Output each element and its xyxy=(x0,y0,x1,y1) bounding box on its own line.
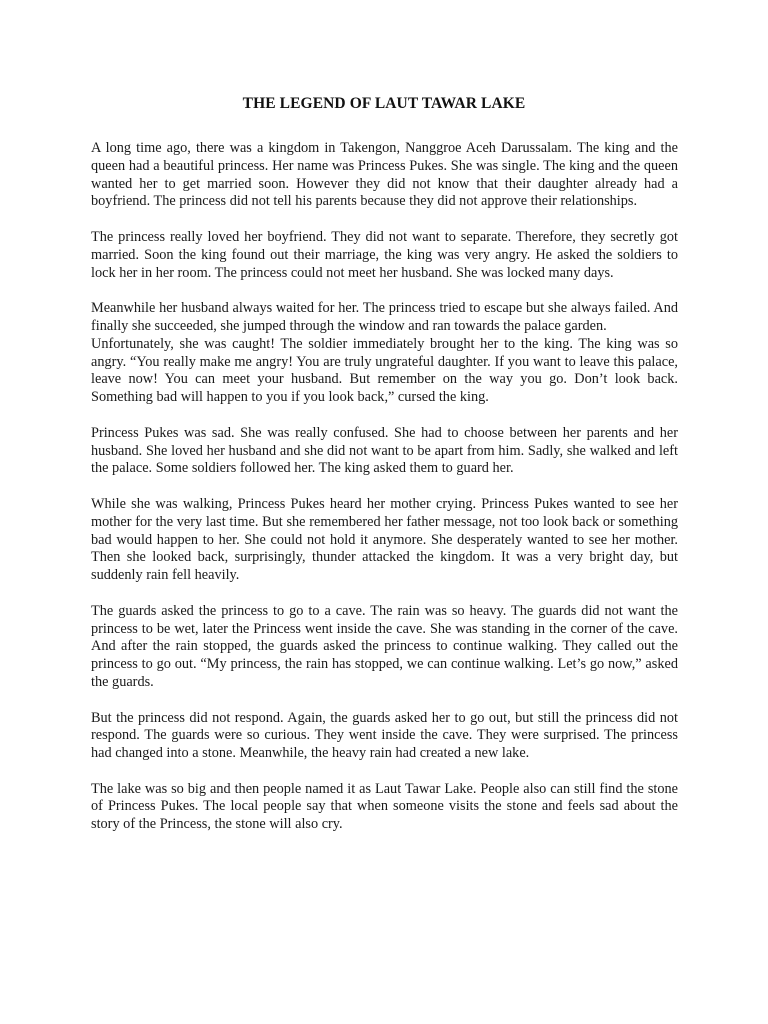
paragraph-7: The guards asked the princess to go to a cave. The rain was so heavy. The guards did not want the princess to be wet, later the Princess went inside the cave. She was standing in the corner of the cave. And after the rain stopped, the guards asked the princess to continue walking. They called out the princess to go out. “My princess, the rain has stopped, we can continue walking. Let’s go now,” asked the guards. xyxy=(91,602,678,690)
document-body xyxy=(91,140,678,852)
paragraph-2: The princess really loved her boyfriend. They did not want to separate. Therefore, they secretly got married. Soon the king found out their marriage, the king was very angry. He asked the soldiers to lock her in her room. The princess could not meet her husband. She was locked many days. xyxy=(91,228,678,281)
paragraph-3: Meanwhile her husband always waited for her. The princess tried to escape but she always failed. And finally she succeeded, she jumped through the window and ran towards the palace garden. xyxy=(91,300,678,334)
paragraph-4: Unfortunately, she was caught! The soldier immediately brought her to the king. The king was so angry. “You really make me angry! You are truly ungrateful daughter. If you want to leave this palace, leave now! You can meet your husband. But remember on the way you go. Don’t look back. Something bad will happen to you if you look back,” cursed the king. xyxy=(91,335,678,406)
document-title: THE LEGEND OF LAUT TAWAR LAKE xyxy=(242,95,526,112)
paragraph-8: But the princess did not respond. Again, the guards asked her to go out, but still the princess did not respond. The guards were so curious. They went inside the cave. They were surprised. The princess had changed into a stone. Meanwhile, the heavy rain had created a new lake. xyxy=(91,709,678,762)
paragraph-1: A long time ago, there was a kingdom in Takengon, Nanggroe Aceh Darussalam. The king and the queen had a beautiful princess. Her name was Princess Pukes. She was single. The king and the queen wanted her to get married soon. However they did not know that their daughter already had a boyfriend. The princess did not tell his parents because they did not approve their relationships. xyxy=(91,140,678,210)
paragraph-9: The lake was so big and then people named it as Laut Tawar Lake. People also can still find the stone of Princess Pukes. The local people say that when someone visits the stone and feels sad about the story of the Princess, the stone will also cry. xyxy=(91,780,678,833)
paragraph-6: While she was walking, Princess Pukes heard her mother crying. Princess Pukes wanted to see her mother for the very last time. But she remembered her father message, not too look back or something bad would happen to her. She could not hold it anymore. She desperately wanted to see her mother. Then she looked back, surprisingly, thunder attacked the kingdom. It was a very bright day, but suddenly rain fell heavily. xyxy=(91,495,678,584)
paragraph-5: Princess Pukes was sad. She was really confused. She had to choose between her parents and her husband. She loved her husband and she did not want to be apart from him. Sadly, she walked and left the palace. Some soldiers followed her. The king asked them to guard her. xyxy=(91,424,678,477)
